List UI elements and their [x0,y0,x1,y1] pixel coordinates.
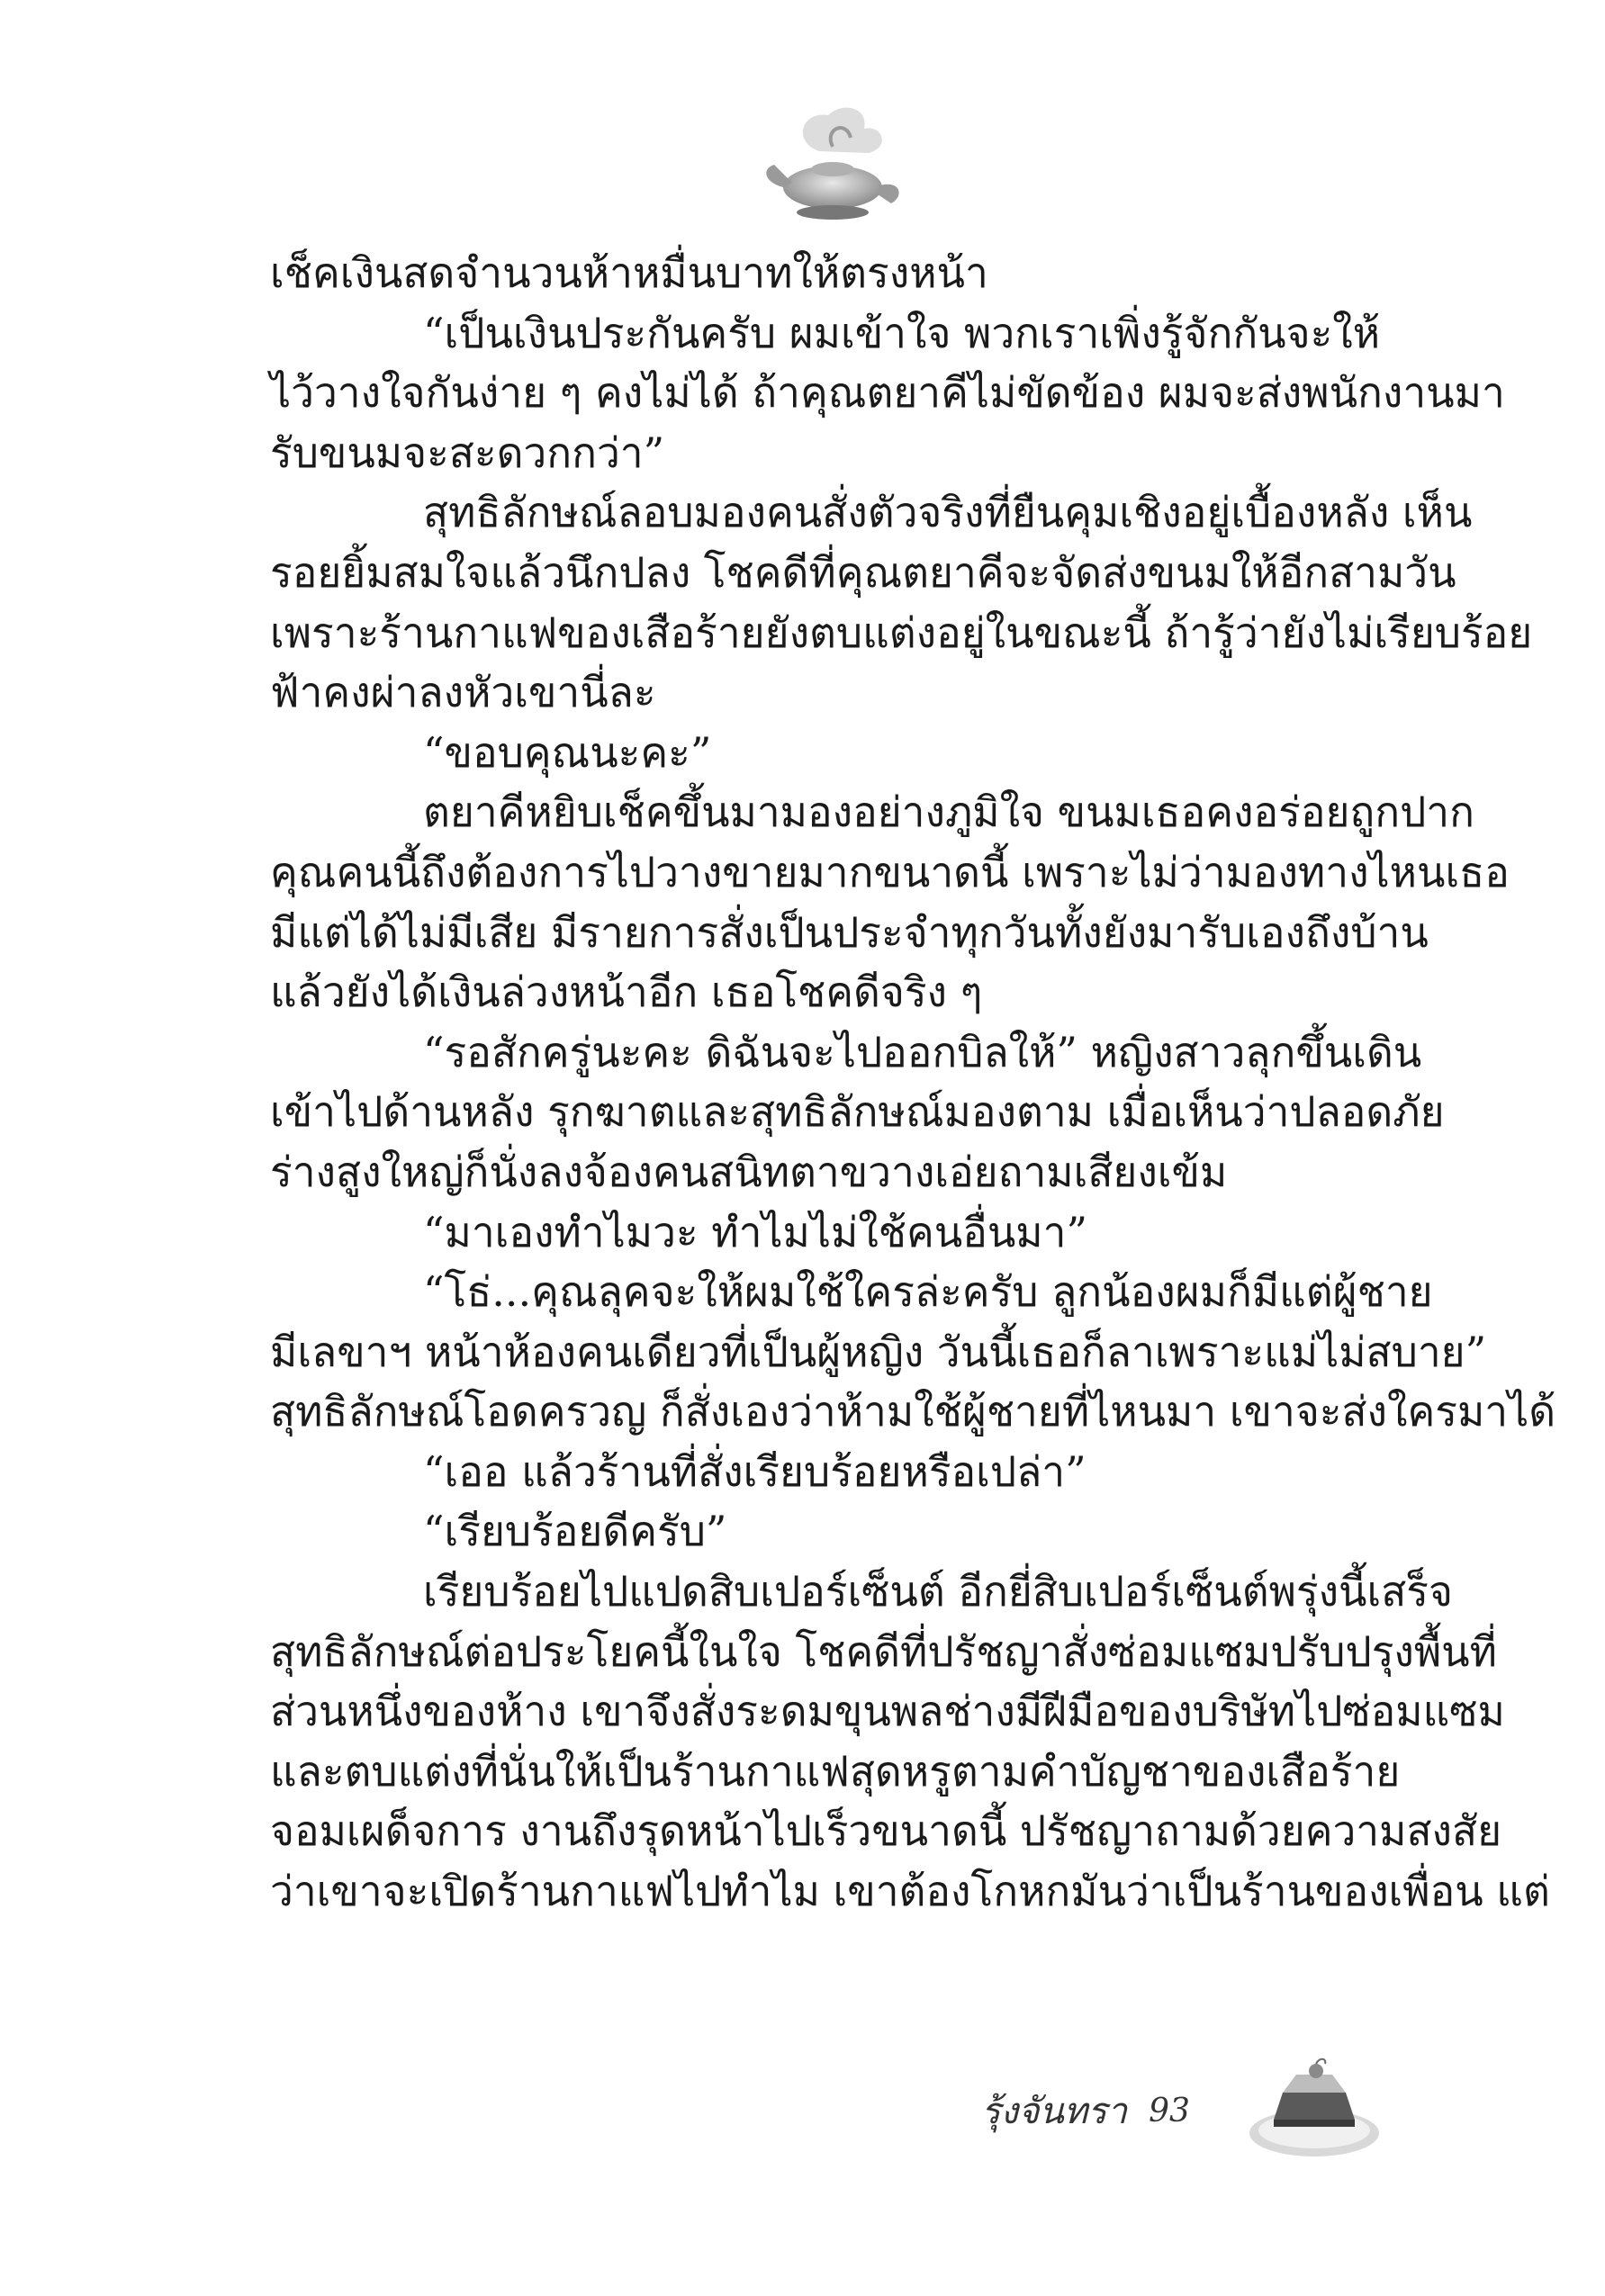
text-line: มีเลขาฯ หน้าห้องคนเดียวที่เป็นผู้หญิง วันนี้เธอก็ลาเพราะแม่ไม่สบาย” [270,1327,1487,1376]
text-line: แล้วยังได้เงินล่วงหน้าอีก เธอโชคดีจริง ๆ [270,968,983,1017]
text-line: เช็คเงินสดจำนวนห้าหมื่นบาทให้ตรงหน้า [270,248,988,297]
text-line: ส่วนหนึ่งของห้าง เขาจึงสั่งระดมขุนพลช่างมีฝีมือของบริษัทไปซ่อมแซม [270,1687,1505,1736]
teapot-ornament-icon [756,97,909,232]
page-number: 93 [1149,2092,1190,2129]
text-line: เรียบร้อยไปแปดสิบเปอร์เซ็นต์ อีกยี่สิบเปอร์เซ็นต์พรุ่งนี้เสร็จ [423,1567,1453,1616]
text-line: ว่าเขาจะเปิดร้านกาแฟไปทำไม เขาต้องโกหกมันว่าเป็นร้านของเพื่อน แต่ [270,1867,1550,1916]
text-line: มีแต่ได้ไม่มีเสีย มีรายการสั่งเป็นประจำทุกวันทั้งยังมารับเองถึงบ้าน [270,907,1429,957]
text-line: “รอสักครู่นะคะ ดิฉันจะไปออกบิลให้” หญิงสาวลุกขึ้นเดิน [423,1027,1422,1076]
text-line: “โธ่...คุณลุคจะให้ผมใช้ใครล่ะครับ ลูกน้องผมก็มีแต่ผู้ชาย [423,1267,1433,1317]
text-line: “มาเองทำไมวะ ทำไมไม่ใช้คนอื่นมา” [423,1207,1087,1256]
text-line: จอมเผด็จการ งานถึงรุดหน้าไปเร็วขนาดนี้ ปรัชญาถามด้วยความสงสัย [270,1806,1502,1856]
text-line: ไว้วางใจกันง่าย ๆ คงไม่ได้ ถ้าคุณตยาคีไม่ขัดข้อง ผมจะส่งพนักงานมา [270,368,1505,418]
body-text [270,243,1556,1922]
footer-book-title: รุ้งจันทรา [981,2091,1128,2132]
text-line: ตยาคีหยิบเช็คขึ้นมามองอย่างภูมิใจ ขนมเธอคงอร่อยถูกปาก [423,788,1474,837]
cake-slice-ornament-icon [1242,2048,1386,2165]
text-line: “เรียบร้อยดีครับ” [423,1507,727,1556]
text-line: และตบแต่งที่นั่นให้เป็นร้านกาแฟสุดหรูตามคำบัญชาของเสือร้าย [270,1746,1401,1796]
text-line: สุทธิลักษณ์ต่อประโยคนี้ในใจ โชคดีที่ปรัชญาสั่งซ่อมแซมปรับปรุงพื้นที่ [270,1626,1497,1676]
text-line: รอยยิ้มสมใจแล้วนึกปลง โชคดีที่คุณตยาคีจะจัดส่งขนมให้อีกสามวัน [270,547,1456,597]
text-line: เข้าไปด้านหลัง รุกฆาตและสุทธิลักษณ์มองตาม เมื่อเห็นว่าปลอดภัย [270,1087,1445,1137]
text-line: “ขอบคุณนะคะ” [423,727,712,777]
text-line: “เออ แล้วร้านที่สั่งเรียบร้อยหรือเปล่า” [423,1446,1087,1496]
text-line: ร่างสูงใหญ่ก็นั่งลงจ้องคนสนิทตาขวางเอ่ยถามเสียงเข้ม [270,1147,1228,1196]
page-footer [981,2079,1190,2142]
text-line: ฟ้าคงผ่าลงหัวเขานี่ละ [270,668,656,717]
text-line: สุทธิลักษณ์โอดครวญ ก็สั่งเองว่าห้ามใช้ผู้ชายที่ไหนมา เขาจะส่งใครมาได้ [270,1387,1556,1436]
text-line: สุทธิลักษณ์ลอบมองคนสั่งตัวจริงที่ยืนคุมเชิงอยู่เบื้องหลัง เห็น [423,488,1473,537]
text-line: “เป็นเงินประกันครับ ผมเข้าใจ พวกเราเพิ่งรู้จักกันจะให้ [423,308,1381,357]
text-line: คุณคนนี้ถึงต้องการไปวางขายมากขนาดนี้ เพราะไม่ว่ามองทางไหนเธอ [270,847,1510,896]
text-line: รับขนมจะสะดวกกว่า” [270,428,665,477]
text-line: เพราะร้านกาแฟของเสือร้ายยังตบแต่งอยู่ในขณะนี้ ถ้ารู้ว่ายังไม่เรียบร้อย [270,608,1533,657]
